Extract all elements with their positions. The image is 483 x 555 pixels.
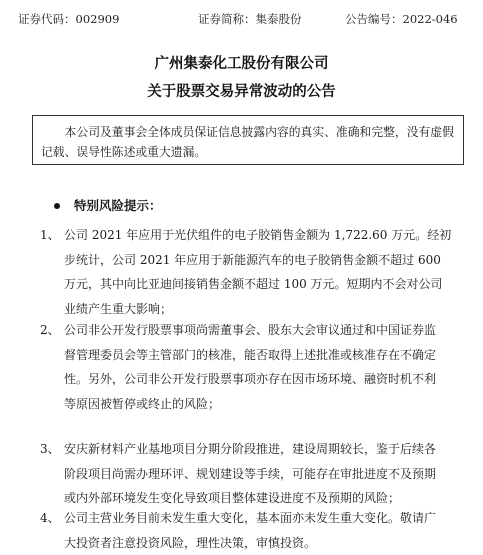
risk-item-line: 督管理委员会等主管部门的核准，能否取得上述批准或核准存在不确定 bbox=[64, 343, 465, 368]
risk-item-line: 性。另外，公司非公开发行股票事项亦存在因市场环境、融资时机不利 bbox=[64, 367, 465, 392]
stock-code: 证券代码：002909 bbox=[18, 10, 119, 28]
risk-item-line: 公司非公开发行股票事项尚需董事会、股东大会审议通过和中国证券监 bbox=[64, 318, 465, 343]
risk-item-line: 公司主营业务目前未发生重大变化，基本面亦未发生重大变化。敬请广 bbox=[64, 506, 465, 531]
disclosure-statement-box bbox=[32, 115, 464, 165]
risk-item-3 bbox=[40, 437, 465, 511]
risk-item-line: 安庆新材料产业基地项目分期分阶段推进，建设周期较长，鉴于后续各 bbox=[64, 437, 465, 462]
bullet-icon bbox=[54, 203, 60, 209]
risk-item-number: 3、 bbox=[40, 437, 60, 462]
disclosure-statement-text: 本公司及董事会全体成员保证信息披露内容的真实、准确和完整，没有虚假记载、误导性陈述或重大遗漏。 bbox=[41, 125, 454, 159]
risk-item-4 bbox=[40, 506, 465, 555]
announcement-title: 关于股票交易异常波动的公告 bbox=[0, 82, 483, 102]
stock-name: 证券简称：集泰股份 bbox=[198, 10, 302, 28]
risk-item-number: 2、 bbox=[40, 318, 60, 343]
risk-item-number: 1、 bbox=[40, 223, 60, 248]
document-header bbox=[18, 10, 468, 28]
company-title: 广州集泰化工股份有限公司 bbox=[0, 54, 483, 74]
risk-item-line: 步统计，公司 2021 年应用于新能源汽车的电子胶销售金额不超过 600 bbox=[64, 248, 465, 273]
risk-item-line: 阶段项目尚需办理环评、规划建设等手续，可能存在审批进度不及预期 bbox=[64, 462, 465, 487]
risk-item-line: 大投资者注意投资风险，理性决策，审慎投资。 bbox=[64, 531, 465, 555]
risk-heading bbox=[54, 197, 162, 215]
risk-item-line: 公司 2021 年应用于光伏组件的电子胶销售金额为 1,722.60 万元。经初 bbox=[64, 223, 465, 248]
risk-item-line: 或内外部环境发生变化导致项目整体建设进度不及预期的风险； bbox=[64, 486, 465, 511]
risk-item-line: 业绩产生重大影响； bbox=[64, 297, 465, 322]
risk-item-2 bbox=[40, 318, 465, 416]
risk-item-line: 等原因被暂停或终止的风险； bbox=[64, 392, 465, 417]
risk-heading-text: 特别风险提示： bbox=[74, 198, 162, 213]
risk-item-number: 4、 bbox=[40, 506, 60, 531]
notice-number: 公告编号：2022-046 bbox=[345, 10, 458, 28]
risk-item-line: 万元，其中向比亚迪间接销售金额不超过 100 万元。短期内不会对公司 bbox=[64, 272, 465, 297]
risk-item-1 bbox=[40, 223, 465, 321]
